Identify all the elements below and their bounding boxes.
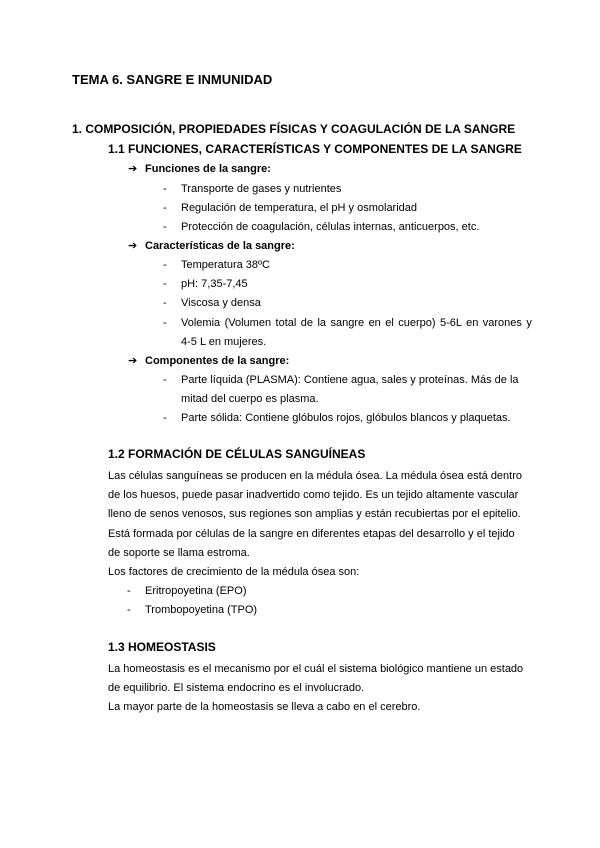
- paragraph-line: Las células sanguíneas se producen en la médula ósea. La médula ósea está dentro: [108, 470, 523, 482]
- dash-bullet: -: [163, 221, 167, 233]
- subsection-1-3-heading: 1.3 HOMEOSTASIS: [108, 640, 216, 654]
- dash-bullet: -: [163, 374, 167, 386]
- dash-bullet: -: [163, 202, 167, 214]
- dash-bullet: -: [163, 412, 167, 424]
- list-item: Eritropoyetina (EPO): [145, 585, 247, 597]
- list-item: Temperatura 38ºC: [181, 259, 271, 271]
- list-item: Transporte de gases y nutrientes: [181, 183, 342, 195]
- paragraph-line: Los factores de crecimiento de la médula ósea son:: [108, 566, 360, 578]
- list-item: Parte sólida: Contiene glóbulos rojos, glóbulos blancos y plaquetas.: [181, 412, 511, 424]
- list-item: Viscosa y densa: [181, 297, 261, 309]
- arrow-bullet-icon: ➔: [128, 240, 138, 252]
- dash-bullet: -: [163, 278, 167, 290]
- dash-bullet: -: [163, 259, 167, 271]
- list-item: pH: 7,35-7,45: [181, 278, 248, 290]
- paragraph-line: La mayor parte de la homeostasis se lleva a cabo en el cerebro.: [108, 701, 421, 713]
- subsection-1-2-heading: 1.2 FORMACIÓN DE CÉLULAS SANGUÍNEAS: [108, 447, 366, 461]
- paragraph-line: de los huesos, puede pasar inadvertido como tejido. Es un tejido altamente vascular: [108, 489, 519, 501]
- paragraph-line: de soporte se llama estroma.: [108, 547, 250, 559]
- page-title: TEMA 6. SANGRE E INMUNIDAD: [72, 72, 273, 87]
- list-item: Regulación de temperatura, el pH y osmolaridad: [181, 202, 418, 214]
- arrow-bullet-icon: ➔: [128, 163, 138, 175]
- subsection-1-1-heading: 1.1 FUNCIONES, CARACTERÍSTICAS Y COMPONENTES DE LA SANGRE: [108, 142, 522, 156]
- section-1-heading: 1. COMPOSICIÓN, PROPIEDADES FÍSICAS Y COAGULACIÓN DE LA SANGRE: [72, 122, 516, 136]
- list-item-continuation: 4-5 L en mujeres.: [181, 336, 267, 348]
- paragraph-line: lleno de senos venosos, sus regiones son amplias y están recubiertas por el epitelio.: [108, 508, 521, 520]
- caracteristicas-heading: Características de la sangre:: [145, 240, 295, 252]
- componentes-heading: Componentes de la sangre:: [145, 355, 290, 367]
- paragraph-line: La homeostasis es el mecanismo por el cuál el sistema biológico mantiene un estado: [108, 663, 524, 675]
- dash-bullet: -: [127, 604, 131, 616]
- list-item: Protección de coagulación, células internas, anticuerpos, etc.: [181, 221, 480, 233]
- list-item-continuation: mitad del cuerpo es plasma.: [181, 393, 319, 405]
- list-item: Trombopoyetina (TPO): [145, 604, 258, 616]
- dash-bullet: -: [163, 183, 167, 195]
- paragraph-line: Está formada por células de la sangre en diferentes etapas del desarrollo y el tejido: [108, 528, 515, 540]
- dash-bullet: -: [163, 317, 167, 329]
- list-item: Volemia (Volumen total de la sangre en el cuerpo) 5-6L en varones y: [181, 317, 532, 329]
- arrow-bullet-icon: ➔: [128, 355, 138, 367]
- list-item: Parte líquida (PLASMA): Contiene agua, sales y proteínas. Más de la: [181, 374, 519, 386]
- dash-bullet: -: [127, 585, 131, 597]
- paragraph-line: de equilibrio. El sistema endocrino es el involucrado.: [108, 682, 365, 694]
- funciones-heading: Funciones de la sangre:: [145, 163, 271, 175]
- dash-bullet: -: [163, 297, 167, 309]
